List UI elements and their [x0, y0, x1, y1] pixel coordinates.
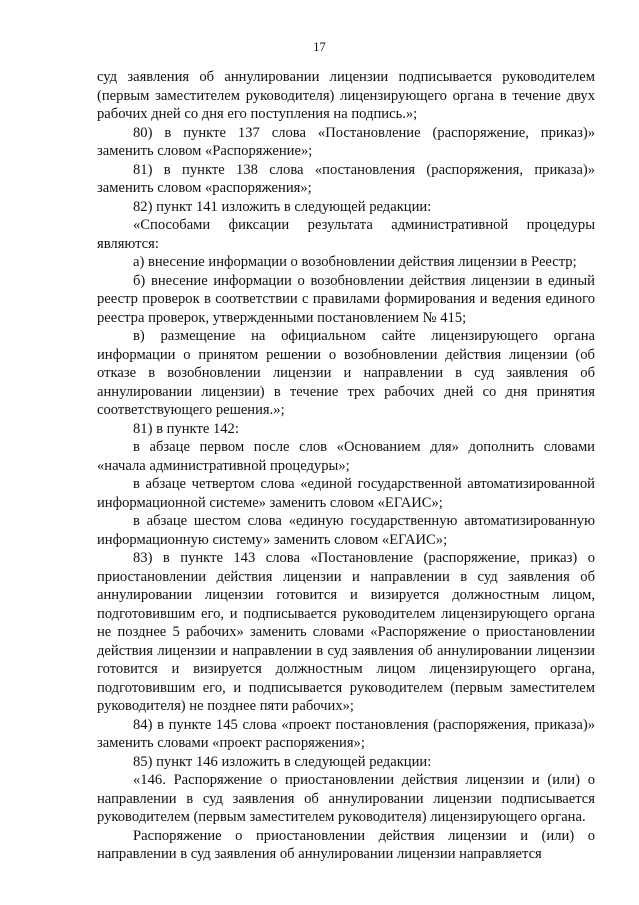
page-number: 17 — [313, 40, 326, 54]
paragraph: 81) в пункте 138 слова «постановления (распоряжения, приказа)» заменить словом «распоряжения»; — [97, 161, 595, 196]
paragraph: «Способами фиксации результата административной процедуры являются: — [97, 217, 595, 252]
paragraph: в абзаце первом после слов «Основанием для» дополнить словами «начала административной процедуры»; — [97, 439, 595, 474]
paragraph: 84) в пункте 145 слова «проект постановления (распоряжения, приказа)» заменить словами «проект распоряжения»; — [97, 716, 595, 751]
paragraph: в абзаце четвертом слова «единой государственной автоматизированной информационной системе» заменить словом «ЕГАИС»; — [97, 476, 595, 511]
paragraph: в) размещение на официальном сайте лицензирующего органа информации о принятом решении о возобновлении действия лицензии (об отказе в возобновлении лицензии и направлении в суд заявления об аннулировании лицензии) в течение трех рабочих дней со дня принятия соответствующего решения.»; — [97, 328, 595, 418]
paragraph: 82) пункт 141 изложить в следующей редакции: — [133, 198, 432, 215]
paragraph: б) внесение информации о возобновлении действия лицензии в единый реестр проверок в соответствии с правилами формирования и ведения единого реестра проверок, утвержденными постановлением № 415; — [97, 272, 595, 326]
paragraph: 83) в пункте 143 слова «Постановление (распоряжение, приказ) о приостановлении действия лицензии и направлении в суд заявления об аннулировании лицензии готовится и визируется должностным лицом, подготовившим его, и подписывается руководителем лицензирующего органа не позднее 5 рабочих» заменить словами «Распоряжение о приостановлении действия лицензии и направлении в суд заявления об аннулировании лицензии готовится и визируется должностным лицом лицензирующего органа, подготовившим его, и подписывается руководителем (первым заместителем руководителя) не позднее пяти рабочих»; — [97, 550, 595, 714]
paragraph: Распоряжение о приостановлении действия лицензии и (или) о направлении в суд заявления об аннулировании лицензии направляется — [97, 827, 595, 862]
paragraph: 80) в пункте 137 слова «Постановление (распоряжение, приказ)» заменить словом «Распоряжение»; — [97, 124, 595, 159]
paragraph: 85) пункт 146 изложить в следующей редакции: — [133, 753, 432, 770]
paragraph: суд заявления об аннулировании лицензии подписывается руководителем (первым заместителем руководителя) лицензирующего органа в течение двух рабочих дней со дня его поступления на подпись.»; — [97, 69, 595, 122]
paragraph: 81) в пункте 142: — [133, 420, 239, 437]
paragraph: «146. Распоряжение о приостановлении действия лицензии и (или) о направлении в суд заявления об аннулировании лицензии подписывается руководителем (первым заместителем руководителя) лицензирующего органа. — [97, 772, 595, 825]
document-body — [97, 68, 595, 864]
paragraph: а) внесение информации о возобновлении действия лицензии в Реестр; — [133, 254, 577, 270]
paragraph: в абзаце шестом слова «единую государственную автоматизированную информационную систему» заменить словом «ЕГАИС»; — [97, 513, 595, 548]
